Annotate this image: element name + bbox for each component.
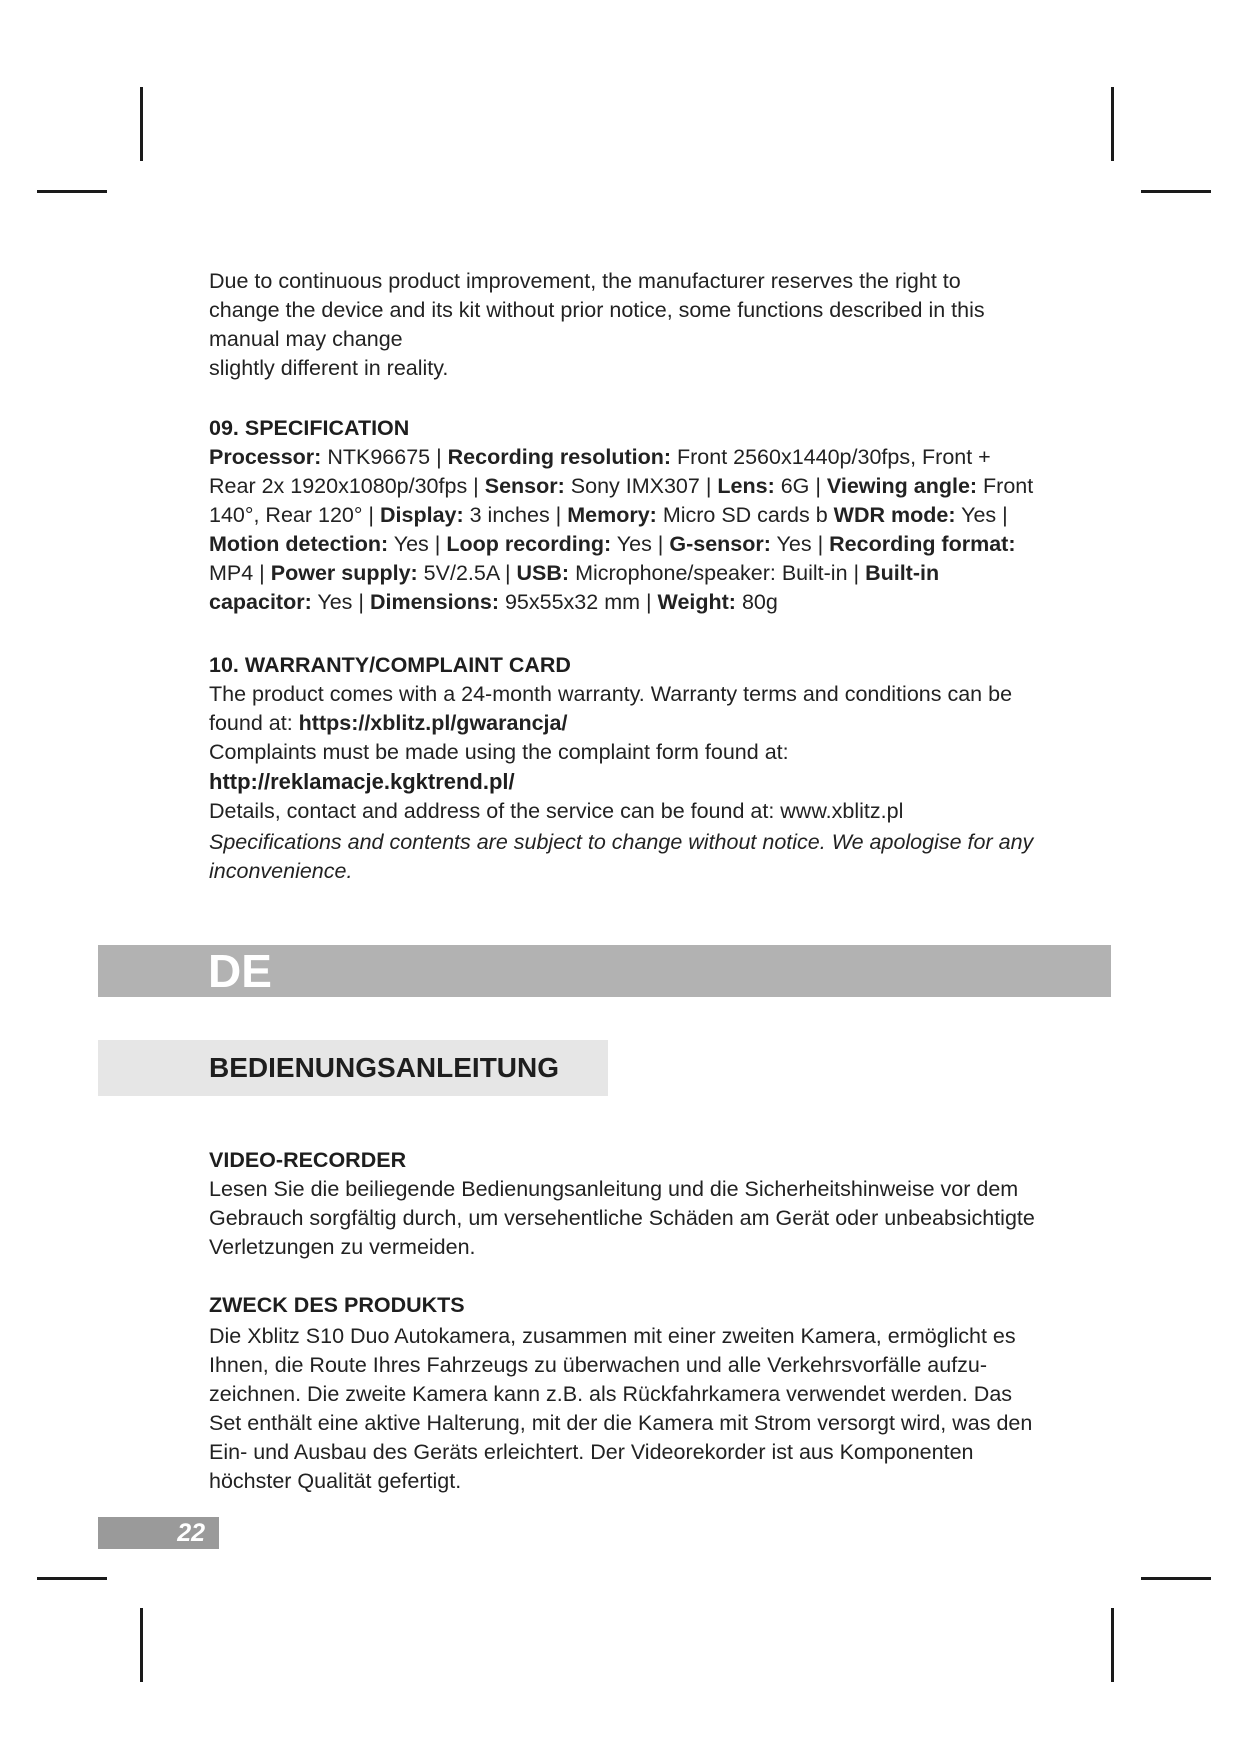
- spec-label: Recording resolution:: [447, 445, 672, 469]
- purpose-section: [209, 1291, 1039, 1496]
- spec-value: Micro SD cards b: [656, 503, 834, 527]
- intro-line: change the device and its kit without prior notice, some functions described in this: [209, 298, 985, 322]
- spec-value: Front 140°, Rear 120° |: [209, 474, 1034, 527]
- spec-value: Yes |: [611, 532, 670, 556]
- page-number-tab: [98, 1517, 219, 1549]
- spec-label: Built-in capacitor:: [209, 561, 940, 614]
- video-recorder-text: Lesen Sie die beiliegende Bedienungsanleitung und die Sicherheitshinweise vor dem Gebrauch sorgfältig durch, um versehentliche Schäden am Gerät oder unbeabsichtigte Verletzungen zu vermeiden.: [209, 1177, 1035, 1259]
- complaints-text: Complaints must be made using the complaint form found at:: [209, 740, 789, 764]
- specification-section: [209, 414, 1039, 617]
- intro-line: manual may change: [209, 327, 403, 351]
- spec-label: G-sensor:: [669, 532, 771, 556]
- spec-label: Dimensions:: [369, 590, 499, 614]
- spec-value: Yes |: [311, 590, 370, 614]
- spec-value: Yes |: [388, 532, 447, 556]
- spec-value: 80g: [735, 590, 778, 614]
- warranty-section: [209, 651, 1039, 886]
- spec-value: 3 inches |: [463, 503, 568, 527]
- warranty-terms-text: The product comes with a 24-month warranty. Warranty terms and conditions can be found at:: [209, 682, 1013, 735]
- spec-label: Motion detection:: [209, 532, 389, 556]
- spec-value: 95x55x32 mm |: [499, 590, 658, 614]
- spec-label: USB:: [516, 561, 570, 585]
- spec-label: Processor:: [209, 445, 322, 469]
- warranty-heading: 10. WARRANTY/COMPLAINT CARD: [209, 653, 571, 677]
- spec-label: WDR mode:: [833, 503, 956, 527]
- spec-value: Front 2560x1440p/30fps, Front + Rear 2x 1920x1080p/30fps |: [209, 445, 991, 498]
- language-bar: [98, 945, 1111, 997]
- crop-mark-bottom-right-vertical: [1111, 1608, 1114, 1682]
- purpose-text: Die Xblitz S10 Duo Autokamera, zusammen mit einer zweiten Kamera, ermöglicht es Ihnen, die Route Ihres Fahrzeugs zu überwachen und alle Verkehrsvorfälle aufzuzeichnen. Die zweite Kamera kann z.B. als Rückfahrkamera verwendet werden. Das Set enthält eine aktive Halterung, mit der die Kamera mit Strom versorgt wird, was den Ein- und Ausbau des Geräts erleichtert. Der Videorekorder ist aus Komponenten höchster Qualität gefertigt.: [209, 1324, 1033, 1493]
- page-number: 22: [177, 1519, 205, 1547]
- spec-value: 6G |: [774, 474, 827, 498]
- spec-label: Viewing angle:: [826, 474, 978, 498]
- crop-mark-bottom-right-horizontal: [1141, 1577, 1211, 1580]
- crop-mark-top-left-vertical: [140, 87, 143, 161]
- crop-mark-top-right-horizontal: [1141, 190, 1211, 193]
- intro-line: slightly different in reality.: [209, 356, 449, 380]
- spec-label: Power supply:: [270, 561, 418, 585]
- manual-title-bar: [98, 1040, 608, 1096]
- spec-label: Weight:: [657, 590, 736, 614]
- crop-mark-top-left-horizontal: [37, 190, 107, 193]
- spec-label: Loop recording:: [446, 532, 612, 556]
- manual-title: BEDIENUNGSANLEITUNG: [209, 1052, 560, 1083]
- warranty-link[interactable]: https://xblitz.pl/gwarancja/: [298, 711, 568, 735]
- video-recorder-section: [209, 1146, 1039, 1262]
- warranty-text: [209, 680, 1039, 738]
- spec-label: Lens:: [717, 474, 775, 498]
- language-code: DE: [208, 945, 272, 997]
- spec-value: Microphone/speaker: Built-in |: [569, 561, 866, 585]
- crop-mark-bottom-left-vertical: [140, 1608, 143, 1682]
- spec-label: Sensor:: [484, 474, 565, 498]
- complaints-link[interactable]: http://reklamacje.kgktrend.pl/: [209, 769, 515, 794]
- intro-line: Due to continuous product improvement, the manufacturer reserves the right to: [209, 269, 961, 293]
- spec-value: Yes |: [770, 532, 830, 556]
- intro-paragraph: [209, 267, 1039, 383]
- specification-heading: 09. SPECIFICATION: [209, 416, 410, 440]
- spec-value: Sony IMX307 |: [564, 474, 718, 498]
- service-details-text: Details, contact and address of the service can be found at: www.xblitz.pl: [209, 799, 904, 823]
- spec-value: MP4 |: [209, 561, 271, 585]
- spec-label: Recording format:: [829, 532, 1016, 556]
- spec-value: NTK96675 |: [321, 445, 448, 469]
- spec-label: Memory:: [567, 503, 657, 527]
- specification-body: [209, 443, 1039, 617]
- video-recorder-heading: VIDEO-RECORDER: [209, 1148, 407, 1172]
- purpose-heading: ZWECK DES PRODUKTS: [209, 1293, 465, 1317]
- disclaimer-note: Specifications and contents are subject to change without notice. We apologise for any inconvenience.: [209, 830, 1034, 883]
- crop-mark-bottom-left-horizontal: [37, 1577, 107, 1580]
- spec-label: Display:: [380, 503, 464, 527]
- spec-value: Yes |: [955, 503, 1008, 527]
- spec-value: 5V/2.5A |: [417, 561, 517, 585]
- crop-mark-top-right-vertical: [1111, 87, 1114, 161]
